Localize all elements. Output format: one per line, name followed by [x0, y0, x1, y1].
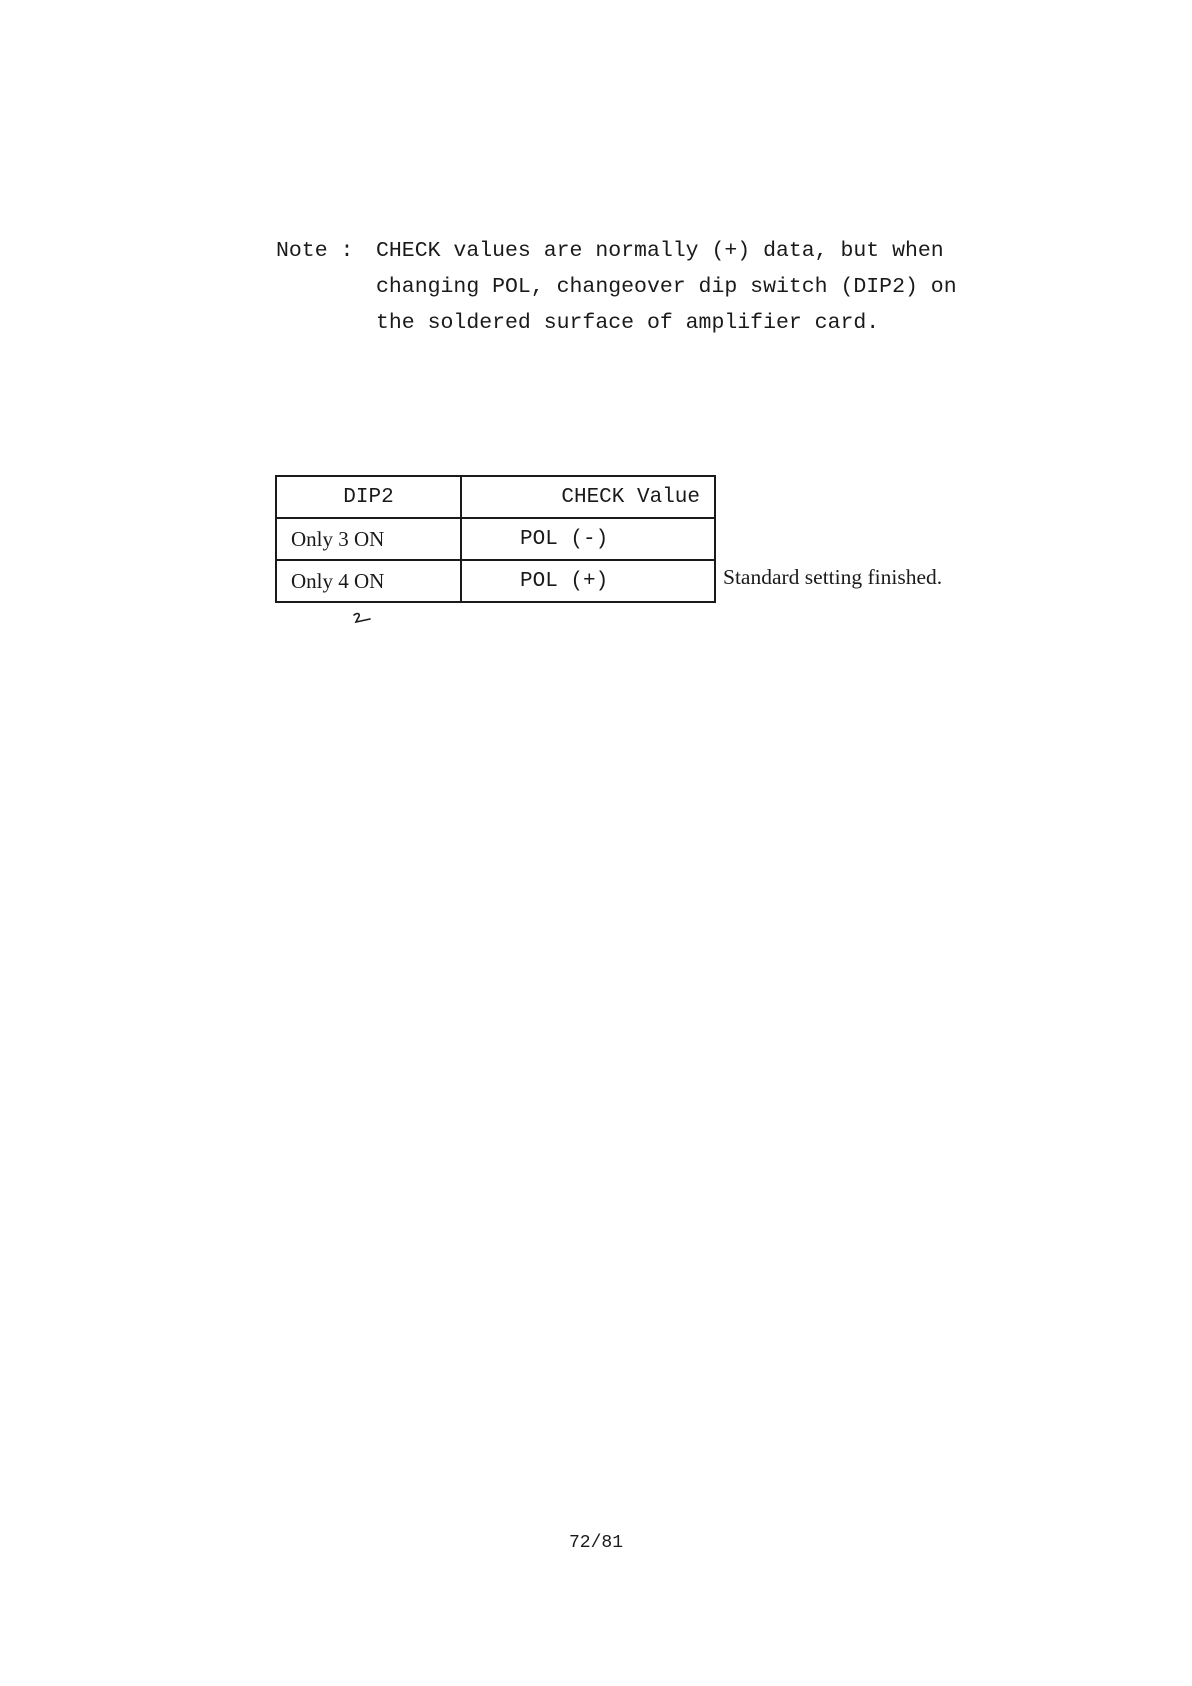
note-text-line: the soldered surface of amplifier card.	[376, 311, 880, 335]
note-line-2	[276, 269, 957, 305]
note-line-1	[276, 233, 957, 269]
table-row	[276, 518, 715, 560]
table-row	[276, 560, 715, 602]
table-cell-check-value: POL (+)	[461, 560, 715, 602]
table-cell-check-value: POL (-)	[461, 518, 715, 560]
table-cell-dip2: Only 3 ON	[276, 518, 461, 560]
status-text: Standard setting finished.	[723, 565, 943, 589]
dip-switch-table	[275, 475, 716, 603]
table-header-dip2: DIP2	[276, 476, 461, 518]
page-number: 72/81	[568, 1533, 623, 1553]
note-block	[276, 233, 957, 341]
note-label: Note :	[276, 239, 354, 263]
table-cell-dip2: Only 4 ON	[276, 560, 461, 602]
note-line-3	[276, 305, 957, 341]
table-header-row	[276, 476, 715, 518]
table-header-check-value: CHECK Value	[461, 476, 715, 518]
handwritten-mark	[352, 612, 372, 626]
note-text-line: changing POL, changeover dip switch (DIP2) on	[376, 275, 957, 299]
note-text-line: CHECK values are normally (+) data, but when	[376, 239, 944, 263]
